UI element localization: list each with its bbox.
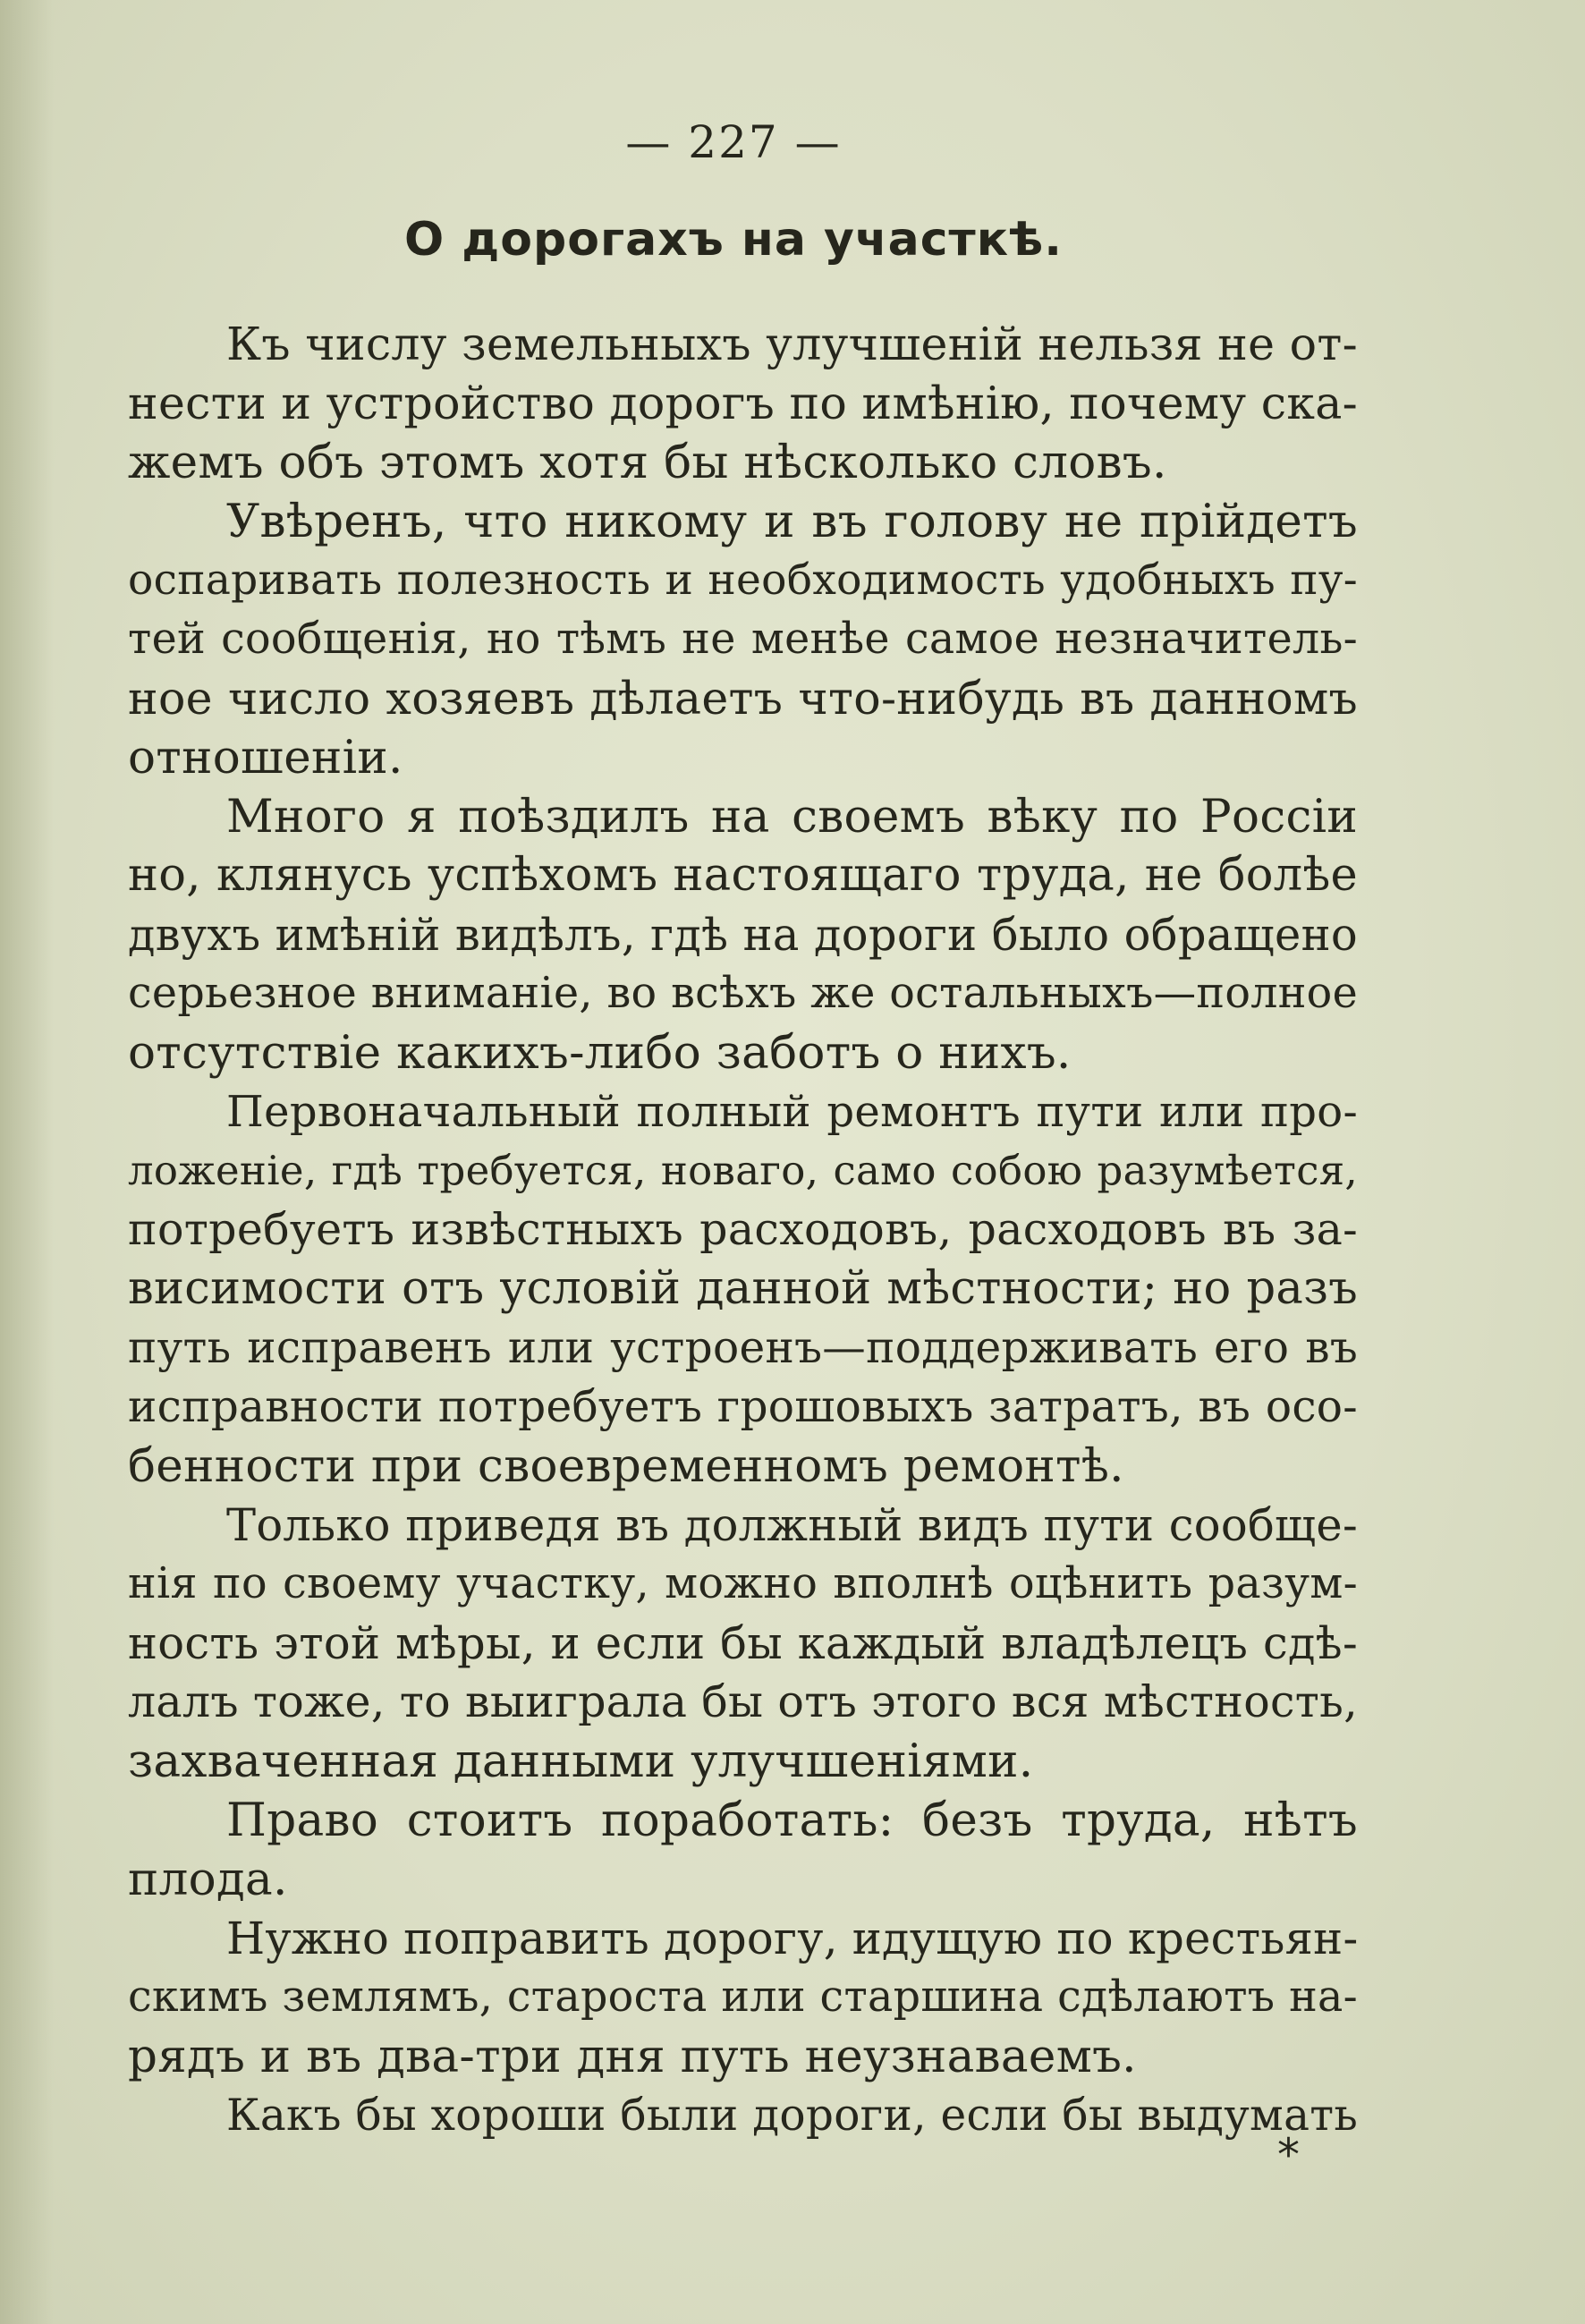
paragraph <box>128 1909 1358 2086</box>
text-line: отношеніи. <box>128 731 403 785</box>
text-line: плода. <box>128 1853 288 1906</box>
text-line: нести и устройство дорогъ по имѣнію, почему ска- <box>128 377 1358 429</box>
paragraph <box>128 1496 1358 1791</box>
text-line: отсутствіе какихъ-либо заботъ о нихъ. <box>128 1026 1072 1080</box>
text-line: Какъ бы хороши были дороги, если бы выдумать <box>226 2091 1359 2141</box>
text-line: Первоначальный полный ремонтъ пути или про- <box>226 1087 1358 1137</box>
text-line: серьезное вниманіе, во всѣхъ же остальныхъ—полное <box>128 969 1358 1018</box>
text-line: Много я поѣздилъ на своемъ вѣку по Россіи <box>226 790 1358 844</box>
text-line: захваченная данными улучшеніями. <box>128 1735 1034 1788</box>
text-line: Къ числу земельныхъ улучшеній нельзя не от- <box>226 318 1358 370</box>
text-line: рядъ и въ два-три дня путь неузнаваемъ. <box>128 2030 1137 2083</box>
paragraph <box>128 1082 1358 1496</box>
text-line: но, клянусь успѣхомъ настоящаго труда, не болѣе <box>128 849 1358 902</box>
text-line: лалъ тоже, то выиграла бы отъ этого вся мѣстность, <box>128 1676 1358 1727</box>
signature-mark: * <box>1277 2129 1300 2181</box>
text-line: тей сообщенія, но тѣмъ не менѣе самое незначитель- <box>128 615 1358 664</box>
text-line: Нужно поправить дорогу, идущую по крестьян- <box>226 1913 1359 1964</box>
text-line: путь исправенъ или устроенъ—поддерживать его въ <box>128 1323 1358 1373</box>
text-line: бенности при своевременномъ ремонтѣ. <box>128 1439 1124 1493</box>
body-text <box>128 315 1358 2145</box>
text-line: оспаривать полезность и необходимость удобныхъ пу- <box>128 556 1358 605</box>
text-line: ность этой мѣры, и если бы каждый владѣлецъ сдѣ- <box>128 1617 1358 1669</box>
text-line: потребуетъ извѣстныхъ расходовъ, расходовъ въ за- <box>128 1204 1358 1255</box>
paragraph <box>128 315 1358 492</box>
text-line: Увѣренъ, что никому и въ голову не прійдетъ <box>226 495 1358 548</box>
text-line: жемъ объ этомъ хотя бы нѣсколько словъ. <box>128 436 1167 489</box>
text-line: исправности потребуетъ грошовыхъ затратъ, въ осо- <box>128 1382 1358 1432</box>
text-line: нія по своему участку, можно вполнѣ оцѣнить разум- <box>128 1559 1358 1608</box>
page-edge-shadow <box>0 0 54 2324</box>
text-line: висимости отъ условій данной мѣстности; но разъ <box>128 1262 1358 1315</box>
paragraph <box>128 492 1358 787</box>
section-heading: О дорогахъ на участкѣ. <box>403 213 1064 267</box>
text-line: Только приведя въ должный видъ пути сообще- <box>226 1499 1358 1551</box>
text-line: двухъ имѣній видѣлъ, гдѣ на дороги было обращено <box>128 909 1358 961</box>
page-number: — 227 — <box>625 116 842 168</box>
text-line: ложеніе, гдѣ требуется, новаго, само собою разумѣется, <box>128 1147 1358 1194</box>
text-line: ное число хозяевъ дѣлаетъ что-нибудь въ данномъ <box>128 672 1358 725</box>
text-line: Право стоитъ поработать: безъ труда, нѣтъ <box>226 1794 1358 1847</box>
paragraph <box>128 1791 1358 1909</box>
paragraph <box>128 2086 1358 2145</box>
paragraph <box>128 787 1358 1082</box>
text-line: скимъ землямъ, староста или старшина сдѣлаютъ на- <box>128 1972 1358 2022</box>
